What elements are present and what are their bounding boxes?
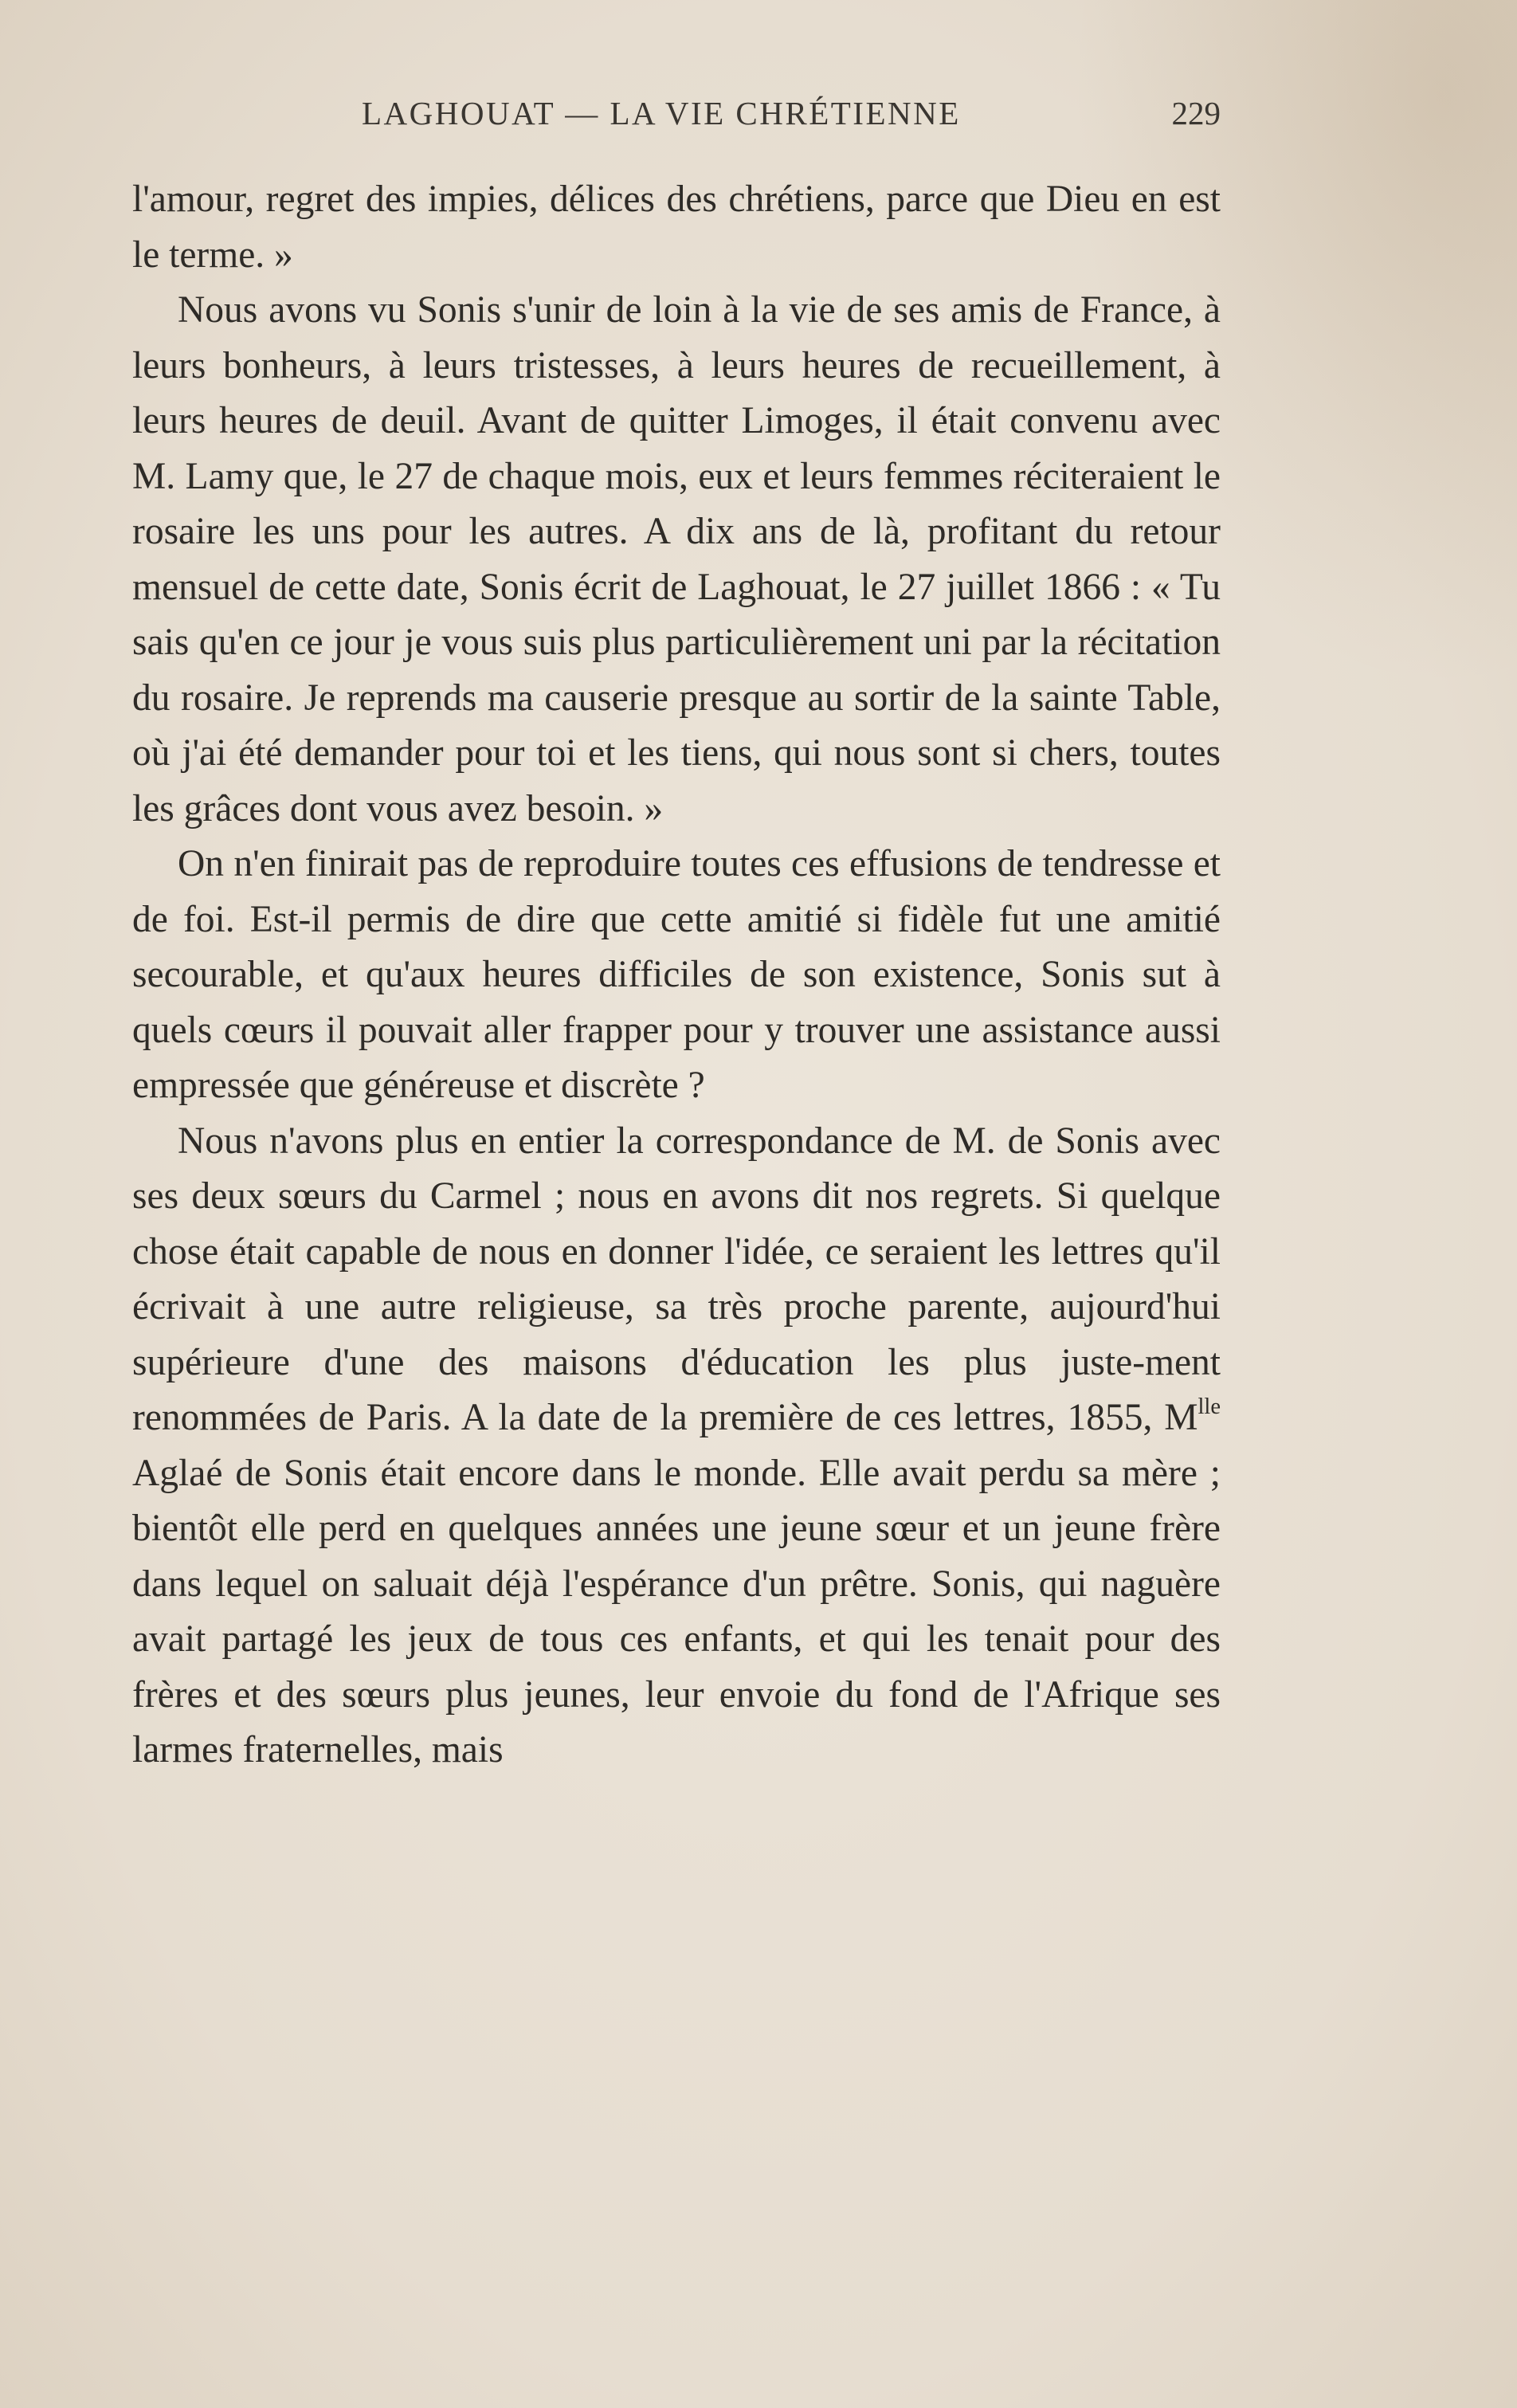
running-title: LAGHOUAT — LA VIE CHRÉTIENNE [362,95,961,131]
running-head [132,94,1221,158]
paragraph-3: On n'en finirait pas de reproduire toutes ces effusions de tendresse et de foi. Est-il permis de dire que cette amitié si fidèle fut une amitié secourable, et qu'aux heures difficiles de son existence, Sonis sut à quels cœurs il pouvait aller frapper pour y trouver une assistance aussi empressée que généreuse et discrète ? [132,843,1221,1106]
superscript-lle: lle [1198,1394,1221,1420]
paragraph-4-part-2: Aglaé de Sonis était encore dans le monde. Elle avait perdu sa mère ; bientôt elle perd en quelques années une jeune sœur et un jeune frère dans lequel on saluait déjà l'espérance d'un prêtre. Sonis, qui naguère avait partagé les jeux de tous ces enfants, et qui les tenait pour des frères et des sœurs plus jeunes, leur envoie du fond de l'Afrique ses larmes fraternelles, mais [132,1452,1221,1771]
paragraph-4-part-1: Nous n'avons plus en entier la correspondance de M. de Sonis avec ses deux sœurs du Carmel ; nous en avons dit nos regrets. Si quelque chose était capable de nous en donner l'idée, ce seraient les lettres qu'il écrivait à une autre religieuse, sa très proche parente, aujourd'hui supérieure d'une des maisons d'éducation les plus juste-ment renommées de Paris. A la date de la première de ces lettres, 1855, M [132,1120,1221,1438]
paragraph-4 [132,1114,1221,1779]
body-text [132,172,1221,1779]
paragraph-1: l'amour, regret des impies, délices des chrétiens, parce que Dieu en est le terme. » [132,178,1221,276]
page-number: 229 [1171,95,1221,131]
paragraph-2: Nous avons vu Sonis s'unir de loin à la vie de ses amis de France, à leurs bonheurs, à leurs tristesses, à leurs heures de recueillement, à leurs heures de deuil. Avant de quitter Limoges, il était convenu avec M. Lamy que, le 27 de chaque mois, eux et leurs femmes réciteraient le rosaire les uns pour les autres. A dix ans de là, profitant du retour mensuel de cette date, Sonis écrit de Laghouat, le 27 juillet 1866 : « Tu sais qu'en ce jour je vous suis plus particulièrement uni par la récitation du rosaire. Je reprends ma causerie presque au sortir de la sainte Table, où j'ai été demander pour toi et les tiens, qui nous sont si chers, toutes les grâces dont vous avez besoin. » [132,289,1221,829]
